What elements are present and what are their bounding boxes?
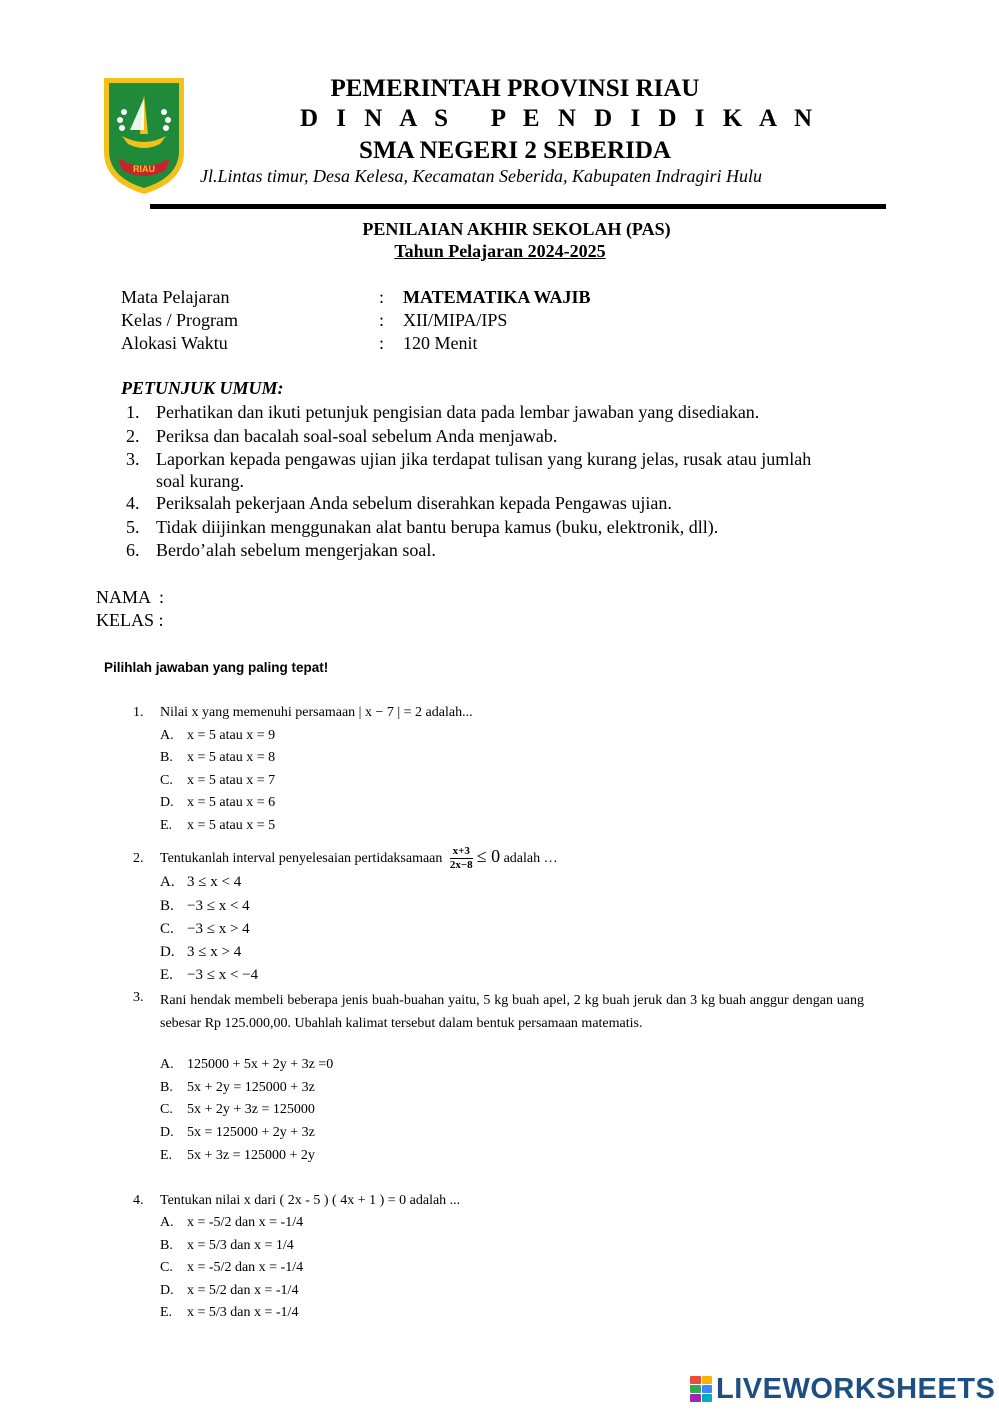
option-text: x = 5 atau x = 8 (187, 750, 276, 765)
exam-title: PENILAIAN AKHIR SEKOLAH (PAS) (362, 219, 671, 239)
option[interactable] (160, 773, 275, 789)
exam-year: Tahun Pelajaran 2024-2025 (394, 241, 606, 261)
option-text: 3 ≤ x < 4 (187, 874, 242, 890)
item-number: 2. (126, 425, 140, 446)
inequality-relation: ≤ 0 (476, 846, 501, 866)
question-3-number (133, 990, 160, 1006)
item-text: Perhatikan dan ikuti petunjuk pengisian data pada lembar jawaban yang disediakan. (156, 402, 760, 422)
option-text: 5x + 2y = 125000 + 3z (187, 1080, 315, 1095)
option-text: x = 5 atau x = 7 (187, 773, 276, 788)
option-letter: A. (160, 1057, 174, 1072)
item-number: 4. (126, 493, 140, 513)
item-text: Berdo’alah sebelum mengerjakan soal. (156, 540, 436, 560)
option[interactable] (160, 795, 275, 811)
info-separator: : (379, 310, 385, 330)
watermark-text: LIVEWORKSHEETS (716, 1372, 996, 1405)
question-3-text: Rani hendak membeli beberapa jenis buah-buahan yaitu, 5 kg buah apel, 2 kg buah jeruk dan 3 kg buah anggur dengan uang sebesar Rp 125.000,00. Ubahlah kalimat tersebut dalam bentuk persamaan matematis. (160, 993, 864, 1031)
option[interactable] (160, 1283, 298, 1299)
questions-heading: Pilihlah jawaban yang paling tepat! (104, 660, 329, 675)
option-text: 5x = 125000 + 2y + 3z (187, 1125, 315, 1140)
list-item (121, 425, 841, 449)
option-letter: E. (160, 818, 173, 833)
student-name-label: NAMA : (96, 587, 165, 607)
option-text: −3 ≤ x < 4 (187, 898, 250, 914)
option-letter: D. (160, 944, 175, 960)
fraction (450, 845, 473, 872)
option[interactable] (160, 1238, 294, 1254)
option-text: x = 5/3 dan x = -1/4 (187, 1305, 299, 1320)
logo-lettering: RIAU (133, 164, 155, 174)
item-number: 5. (126, 516, 140, 537)
list-item (121, 401, 841, 425)
option-text: x = 5/2 dan x = -1/4 (187, 1283, 299, 1298)
option[interactable] (160, 750, 275, 766)
info-label: Kelas / Program (121, 310, 238, 330)
fraction-numerator: x+3 (450, 845, 473, 859)
riau-emblem-logo (100, 74, 188, 198)
question-number: 4. (133, 1193, 144, 1208)
liveworksheets-watermark[interactable] (690, 1372, 995, 1406)
option-text: x = -5/2 dan x = -1/4 (187, 1215, 304, 1230)
option[interactable] (160, 1305, 298, 1321)
question-text: Tentukan nilai x dari ( 2x - 5 ) ( 4x + 1 ) = 0 adalah ... (160, 1193, 461, 1208)
option-text: x = 5 atau x = 9 (187, 728, 276, 743)
option[interactable] (160, 728, 275, 744)
question-2 (133, 838, 558, 877)
list-item (121, 539, 841, 563)
item-text: Laporkan kepada pengawas ujian jika terdapat tulisan yang kurang jelas, rusak atau jumlah soal kurang. (156, 449, 812, 491)
option[interactable] (160, 818, 275, 834)
item-text: Periksalah pekerjaan Anda sebelum diserahkan kepada Pengawas ujian. (156, 493, 672, 513)
option-letter: C. (160, 1102, 173, 1117)
option-letter: C. (160, 773, 173, 788)
option[interactable] (160, 1260, 303, 1276)
option-text: x = 5/3 dan x = 1/4 (187, 1238, 294, 1253)
option-letter: A. (160, 1215, 174, 1230)
question-number: 1. (133, 705, 144, 720)
option-letter: D. (160, 1283, 174, 1298)
item-text: Tidak diijinkan menggunakan alat bantu berupa kamus (buku, elektronik, dll). (156, 516, 719, 537)
fraction-denominator: 2x−8 (449, 859, 473, 872)
option-text: 125000 + 5x + 2y + 3z =0 (187, 1057, 334, 1072)
option[interactable] (160, 898, 250, 915)
question-text: Nilai x yang memenuhi persamaan | x − 7 | = 2 adalah... (160, 705, 473, 720)
option[interactable] (160, 921, 250, 938)
info-label: Alokasi Waktu (121, 333, 228, 353)
government-name: PEMERINTAH PROVINSI RIAU (330, 75, 700, 102)
question-number: 2. (133, 851, 144, 866)
option-letter: A. (160, 874, 175, 890)
option[interactable] (160, 944, 241, 961)
item-number: 6. (126, 540, 140, 560)
info-label: Mata Pelajaran (121, 287, 230, 307)
option-letter: D. (160, 1125, 174, 1140)
question-number: 3. (133, 990, 144, 1005)
liveworksheets-logo-icon (690, 1376, 712, 1402)
option-text: 3 ≤ x > 4 (187, 944, 242, 960)
option-text: x = 5 atau x = 6 (187, 795, 276, 810)
item-number: 3. (126, 449, 140, 469)
option-text: −3 ≤ x < −4 (187, 967, 259, 983)
option[interactable] (160, 874, 241, 891)
info-separator: : (379, 333, 385, 353)
option[interactable] (160, 1102, 315, 1118)
option-letter: E. (160, 1148, 173, 1163)
info-separator: : (379, 287, 385, 307)
letterhead-divider (150, 204, 886, 209)
option[interactable] (160, 967, 258, 984)
option-letter: B. (160, 1080, 173, 1095)
option[interactable] (160, 1148, 315, 1164)
list-item (121, 516, 841, 540)
list-item (121, 448, 841, 492)
info-value: XII/MIPA/IPS (403, 310, 508, 330)
option-letter: A. (160, 728, 174, 743)
option-letter: B. (160, 750, 173, 765)
school-name: SMA NEGERI 2 SEBERIDA (359, 137, 671, 164)
option-letter: C. (160, 1260, 173, 1275)
instructions-list (121, 401, 841, 563)
item-text: Periksa dan bacalah soal-soal sebelum Anda menjawab. (156, 425, 558, 446)
question-4 (133, 1193, 460, 1209)
instructions-title: PETUNJUK UMUM: (121, 378, 284, 398)
option-letter: B. (160, 898, 174, 914)
option-letter: C. (160, 921, 174, 937)
option[interactable] (160, 1080, 315, 1096)
question-text-tail: adalah … (503, 851, 558, 866)
list-item (121, 492, 841, 516)
option-letter: E. (160, 967, 173, 983)
question-text: Tentukanlah interval penyelesaian pertidaksamaan (160, 851, 443, 866)
option-letter: B. (160, 1238, 173, 1253)
agency-name: D I N A S P E N D I D I K A N (300, 105, 819, 132)
option-text: x = -5/2 dan x = -1/4 (187, 1260, 304, 1275)
option-text: 5x + 2y + 3z = 125000 (187, 1102, 315, 1117)
info-value: 120 Menit (403, 333, 478, 353)
option[interactable] (160, 1125, 315, 1141)
student-class-label: KELAS : (96, 610, 164, 630)
school-address: Jl.Lintas timur, Desa Kelesa, Kecamatan Seberida, Kabupaten Indragiri Hulu (200, 166, 762, 186)
option[interactable] (160, 1057, 333, 1073)
option-text: −3 ≤ x > 4 (187, 921, 250, 937)
question-1 (133, 705, 473, 721)
option-text: 5x + 3z = 125000 + 2y (187, 1148, 315, 1163)
option[interactable] (160, 1215, 303, 1231)
option-letter: D. (160, 795, 174, 810)
item-number: 1. (126, 402, 140, 422)
info-value: MATEMATIKA WAJIB (403, 287, 591, 307)
option-text: x = 5 atau x = 5 (187, 818, 276, 833)
option-letter: E. (160, 1305, 173, 1320)
